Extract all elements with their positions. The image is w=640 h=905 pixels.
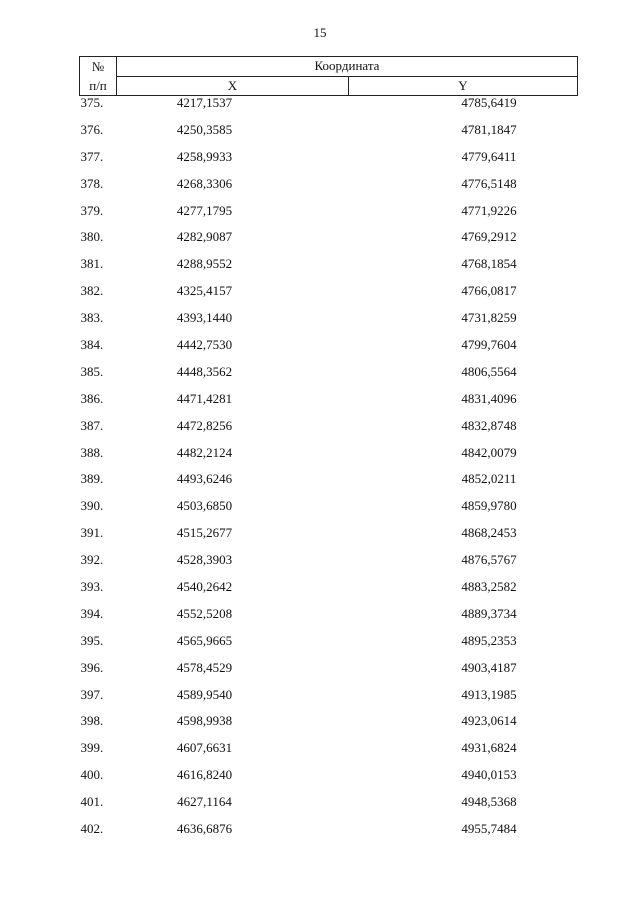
x-coordinate: 4616,8240 [176, 767, 233, 783]
row-number: 385. [80, 363, 104, 379]
x-coordinate: 4503,6850 [176, 498, 233, 514]
table-row [80, 392, 578, 419]
y-coordinate: 4923,0614 [461, 713, 517, 729]
table-row [80, 446, 578, 473]
coordinates-table [79, 56, 578, 849]
y-column-header: Y [349, 76, 578, 96]
x-coordinate: 4277,1795 [176, 202, 233, 218]
x-coordinate: 4472,8256 [176, 417, 233, 433]
row-number: 393. [80, 579, 104, 595]
table-row [80, 96, 578, 123]
x-coordinate: 4217,1537 [176, 95, 233, 110]
y-coordinate: 4799,7604 [461, 337, 517, 353]
x-coordinate: 4288,9552 [176, 256, 233, 272]
table-row [80, 499, 578, 526]
table-header [80, 57, 578, 96]
table-row [80, 768, 578, 795]
row-number: 390. [80, 498, 104, 514]
row-number: 396. [80, 659, 104, 675]
x-coordinate: 4565,9665 [176, 632, 233, 648]
row-number: 376. [80, 121, 104, 137]
x-coordinate: 4393,1440 [176, 310, 233, 326]
table-row [80, 741, 578, 768]
table-row [80, 661, 578, 688]
x-coordinate: 4268,3306 [176, 175, 233, 191]
row-number-header [80, 57, 117, 96]
table-row [80, 580, 578, 607]
y-coordinate: 4955,7484 [461, 821, 517, 837]
table-row [80, 419, 578, 446]
row-number: 383. [80, 310, 104, 326]
y-coordinate: 4889,3734 [461, 605, 517, 621]
table-row [80, 311, 578, 338]
x-coordinate: 4578,4529 [176, 659, 233, 675]
row-number: 382. [80, 283, 104, 299]
x-coordinate: 4515,2677 [176, 525, 233, 541]
row-number: 388. [80, 444, 104, 460]
y-coordinate: 4895,2353 [461, 632, 517, 648]
y-coordinate: 4776,5148 [461, 175, 517, 191]
row-number: 378. [80, 175, 104, 191]
table-body [80, 96, 578, 849]
table-row [80, 607, 578, 634]
row-number: 397. [80, 686, 104, 702]
x-coordinate: 4471,4281 [176, 390, 233, 406]
y-coordinate: 4779,6411 [461, 148, 517, 164]
x-coordinate: 4282,9087 [176, 229, 233, 245]
row-number: 384. [80, 337, 104, 353]
table-row [80, 795, 578, 822]
x-coordinate: 4607,6631 [176, 740, 233, 756]
x-coordinate: 4540,2642 [176, 579, 233, 595]
page-number: 15 [313, 25, 327, 40]
table-row [80, 123, 578, 150]
row-number: 377. [80, 148, 104, 164]
x-coordinate: 4448,3562 [176, 363, 233, 379]
y-coordinate: 4842,0079 [461, 444, 517, 460]
row-number: 398. [80, 713, 104, 729]
y-coordinate: 4771,9226 [461, 202, 517, 218]
table-row [80, 526, 578, 553]
table-row [80, 553, 578, 580]
y-coordinate: 4831,4096 [461, 390, 517, 406]
y-coordinate: 4883,2582 [461, 579, 517, 595]
row-number: 389. [80, 471, 104, 487]
row-number: 386. [80, 390, 104, 406]
x-coordinate: 4250,3585 [176, 121, 233, 137]
y-coordinate: 4948,5368 [461, 794, 517, 810]
y-coordinate: 4852,0211 [461, 471, 517, 487]
y-coordinate: 4768,1854 [461, 256, 517, 272]
coordinate-group-header: Координата [117, 57, 578, 77]
table-row [80, 634, 578, 661]
x-coordinate: 4493,6246 [176, 471, 233, 487]
y-coordinate: 4806,5564 [461, 363, 517, 379]
y-coordinate: 4859,9780 [461, 498, 517, 514]
row-number: 402. [80, 821, 104, 837]
table-row [80, 257, 578, 284]
row-number: 394. [80, 605, 104, 621]
row-number: 381. [80, 256, 104, 272]
table-row [80, 177, 578, 204]
row-number-header-line2: п/п [89, 78, 107, 93]
x-coordinate: 4258,9933 [176, 148, 233, 164]
y-coordinate: 4876,5767 [461, 552, 517, 568]
x-coordinate: 4442,7530 [176, 337, 233, 353]
x-column-header: X [117, 76, 349, 96]
y-coordinate: 4731,8259 [461, 310, 517, 326]
row-number: 399. [80, 740, 104, 756]
row-number: 375. [80, 95, 104, 110]
y-coordinate: 4785,6419 [461, 95, 517, 110]
x-coordinate: 4482,2124 [176, 444, 233, 460]
y-coordinate: 4832,8748 [461, 417, 517, 433]
row-number-header-line1: № [91, 59, 105, 74]
row-number: 380. [80, 229, 104, 245]
table-row [80, 150, 578, 177]
x-coordinate: 4627,1164 [177, 794, 232, 810]
x-coordinate: 4528,3903 [176, 552, 233, 568]
table-row [80, 822, 578, 849]
y-coordinate: 4913,1985 [461, 686, 517, 702]
y-coordinate: 4903,4187 [461, 659, 517, 675]
y-coordinate: 4781,1847 [461, 121, 517, 137]
y-coordinate: 4766,0817 [461, 283, 517, 299]
y-coordinate: 4940,0153 [461, 767, 517, 783]
table-row [80, 472, 578, 499]
row-number: 379. [80, 202, 104, 218]
x-coordinate: 4325,4157 [176, 283, 233, 299]
row-number: 401. [80, 794, 104, 810]
table-row [80, 338, 578, 365]
x-coordinate: 4636,6876 [176, 821, 233, 837]
table-row [80, 204, 578, 231]
table-row [80, 688, 578, 715]
table-row [80, 714, 578, 741]
row-number: 400. [80, 767, 104, 783]
x-coordinate: 4598,9938 [176, 713, 233, 729]
row-number: 387. [80, 417, 104, 433]
row-number: 391. [80, 525, 104, 541]
x-coordinate: 4552,5208 [176, 605, 233, 621]
x-coordinate: 4589,9540 [176, 686, 233, 702]
table-row [80, 230, 578, 257]
y-coordinate: 4769,2912 [461, 229, 517, 245]
row-number: 392. [80, 552, 104, 568]
y-coordinate: 4868,2453 [461, 525, 517, 541]
table-row [80, 284, 578, 311]
y-coordinate: 4931,6824 [461, 740, 517, 756]
row-number: 395. [80, 632, 104, 648]
table-row [80, 365, 578, 392]
